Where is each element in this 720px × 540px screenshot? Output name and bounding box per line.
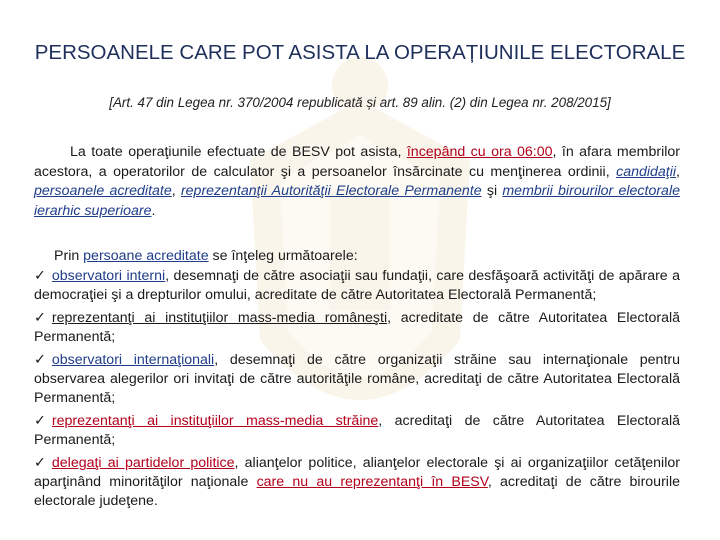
link-persoane-acreditate-def[interactable]: persoane acreditate [83,248,209,264]
intro-sep-3: şi [481,183,503,199]
list-item [34,351,680,408]
intro-sep-4: . [151,202,156,219]
item-text-end: , acreditaţi de către birourile electorale judeţene. [34,474,680,509]
link-delegati-partide[interactable]: delegaţi ai partidelor politice [51,455,235,471]
link-observatori-internationali[interactable]: observatori internaţionali [51,352,215,368]
check-icon: ✓ [34,352,46,368]
list-item [34,454,680,511]
check-icon: ✓ [34,455,46,471]
item-text: , desemnaţi de către asociaţii sau fundaţii, care desfăşoară activităţi de apărare a democraţiei şi a drepturilor omului, acreditate de către Autoritatea Electorală Permanentă; [34,268,680,303]
intro-text-1: La toate operaţiunile efectuate de BESV pot asista, [70,144,407,160]
list-item [34,412,680,450]
link-reprezentanti-aep[interactable]: reprezentanţii Autorităţii Electorale Permanente [180,183,482,199]
item-text: , alianţelor politice, alianţelor electorale şi ai organizaţiilor cetăţenilor aparţinând minorităţilor naţionale [34,455,680,490]
check-icon: ✓ [34,268,46,284]
lead-prefix: Prin [54,248,84,264]
link-candidati[interactable]: candidaţii [616,163,677,180]
start-time-highlight: începând cu ora 06:00 [406,144,553,160]
item-text: , acreditate de către Autoritatea Electorală Permanentă; [34,310,681,345]
item-text: , acreditaţi de către Autoritatea Electorală Permanentă; [34,413,681,448]
list-item [34,267,680,305]
link-membrii-birourilor[interactable]: membrii birourilor electorale ierarhic superioare [34,183,680,219]
intro-sep-2: , [171,183,181,199]
lead-suffix: se înţeleg următoarele: [208,248,358,264]
page-title: PERSOANELE CARE POT ASISTA LA OPERAȚIUNILE ELECTORALE [34,41,686,64]
link-persoane-acreditate[interactable]: persoanele acreditate [34,183,172,199]
intro-paragraph [34,143,680,221]
intro-sep-1: , [676,163,680,180]
no-representatives-highlight: care nu au reprezentanţi în BESV [256,474,488,490]
link-observatori-interni[interactable]: observatori interni [51,268,166,284]
list-lead [34,247,680,266]
legal-reference: [Art. 47 din Legea nr. 370/2004 republicată și art. 89 alin. (2) din Legea nr. 208/2015] [109,95,611,110]
list-item [34,309,680,347]
link-mass-media-romanesti[interactable]: reprezentanţi ai instituţiilor mass-media româneşti [51,310,388,326]
check-icon: ✓ [34,310,46,326]
check-icon: ✓ [34,413,46,429]
link-mass-media-straine[interactable]: reprezentanţi ai instituţiilor mass-media străine [51,413,379,429]
intro-text-2: , în afara membrilor acestora, a operatorilor de calculator şi a persoanelor însărcinate cu menţinerea ordinii, [34,144,680,180]
accredited-persons-list [34,247,680,515]
item-text: , desemnaţi de către organizaţii străine sau internaţionale pentru observarea alegerilor ori invitaţi de către autorităţile române, acreditaţi de către Autoritatea Electorală Permanentă; [34,352,681,406]
